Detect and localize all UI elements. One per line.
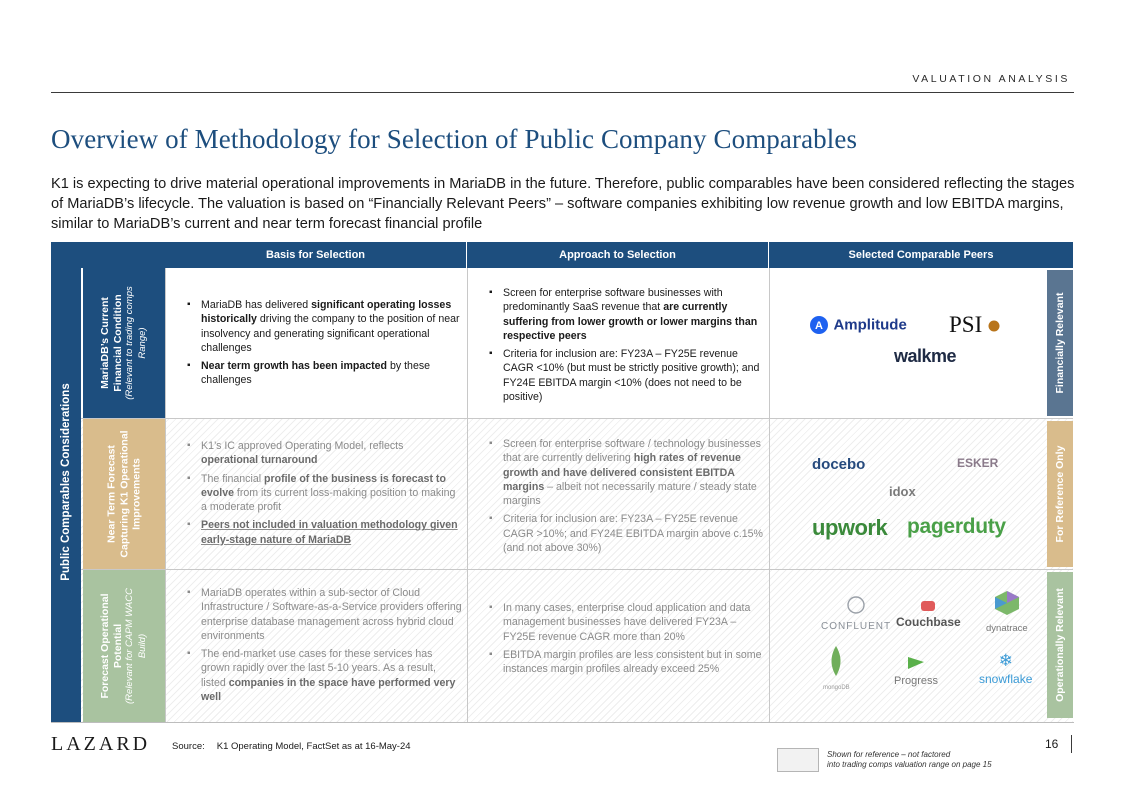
page-number-divider xyxy=(1071,735,1072,753)
row-label-subtitle: (Relevant to trading comps Range) xyxy=(124,286,148,400)
confluent-logo: CONFLUENT xyxy=(821,596,891,634)
psi-logo: PSI xyxy=(949,312,1000,338)
legend-swatch xyxy=(777,748,819,772)
row-label-subtitle: (Relevant for CAPM WACC Build) xyxy=(124,588,148,704)
table-header xyxy=(81,242,1073,268)
list-item: ▪ K1’s IC approved Operating Model, reflects operational turnaround xyxy=(187,439,462,468)
amplitude-logo: A Amplitude xyxy=(809,315,907,335)
list-item: ▪ EBITDA margin profiles are less consistent but in some instances margin profiles already exceed 25% xyxy=(489,648,767,677)
list-item: ▪ The end-market use cases for these services has grown rapidly over the last 5-10 years. As a result, listed companies in the space have performed very well xyxy=(187,647,462,704)
table-row-forecast-potential xyxy=(81,570,1073,722)
snowflake-icon: ❄ xyxy=(998,651,1013,670)
row-label-forecast-potential xyxy=(83,570,165,722)
column-divider xyxy=(769,268,770,722)
column-header-basis: Basis for Selection xyxy=(265,249,366,261)
basis-cell xyxy=(187,586,462,708)
docebo-logo: docebo xyxy=(812,456,866,473)
mongodb-logo: mongoDB xyxy=(823,646,850,694)
table-row-current-condition xyxy=(81,268,1073,418)
list-item: ▪ The financial profile of the business is forecast to evolve from its current loss-making position to making a moderate profit xyxy=(187,472,462,515)
list-item: ▪ Screen for enterprise software / technology businesses that are currently delivering high rates of revenue growth and have delivered consistent EBITDA margins – albeit not necessarily mature / steady state margins xyxy=(489,437,767,508)
column-divider xyxy=(467,268,468,722)
right-label-reference-only: For Reference Only xyxy=(1047,421,1073,567)
upwork-logo: upwork xyxy=(812,515,888,540)
svg-text:A: A xyxy=(815,320,823,332)
list-item: ▪ In many cases, enterprise cloud application and data management businesses have delivered FY23A – FY25E revenue CAGR more than 20% xyxy=(489,601,767,644)
row-label-title: MariaDB’s Current Financial Condition xyxy=(99,294,124,392)
column-header-peers: Selected Comparable Peers xyxy=(848,249,994,261)
list-item: ▪ Near term growth has been impacted by these challenges xyxy=(187,359,462,388)
table-row-near-term xyxy=(81,419,1073,569)
basis-cell xyxy=(187,298,462,392)
page-number: 16 xyxy=(1045,737,1059,751)
intro-paragraph: K1 is expecting to drive material operational improvements in MariaDB in the future. Therefore, public comparables have been considered reflecting the stages of MariaDB’s lifecycle. The valuation is based on “Financially Relevant Peers” – software companies exhibiting low revenue growth and low EBITDA margins, similar to MariaDB’s current and near term forecast financial profile xyxy=(51,176,1075,232)
list-item: ▪ Screen for enterprise software businesses with predominantly SaaS revenue that are currently suffering from lower growth or lower margins than respective peers xyxy=(489,286,767,343)
psi-icon xyxy=(988,320,1000,332)
page-title: Overview of Methodology for Selection of Public Company Comparables xyxy=(51,124,858,154)
list-item: ▪ Criteria for inclusion are: FY23A – FY25E revenue CAGR <10% (but must be strictly positive growth); and FY24E EBITDA margin <10% (does not need to be positive) xyxy=(489,347,767,404)
row-label-title: Forecast Operational Potential xyxy=(99,593,124,699)
list-item: ▪ MariaDB has delivered significant operating losses historically driving the company to the position of near insolvency and generating significant operational challenges xyxy=(187,298,462,355)
esker-logo: ESKER xyxy=(957,456,999,470)
progress-logo: Progress xyxy=(894,654,938,689)
legend-text: Shown for reference – not factored into trading comps valuation range on page 15 xyxy=(827,750,992,769)
dynatrace-icon xyxy=(994,590,1020,616)
list-item: ▪ MariaDB operates within a sub-sector of Cloud Infrastructure / Software-as-a-Service providers offering enterprise database management across hybrid cloud environments xyxy=(187,586,462,643)
side-strip xyxy=(51,242,81,722)
couchbase-logo: Couchbase xyxy=(896,600,961,631)
basis-cell xyxy=(187,439,462,551)
row-label-near-term xyxy=(83,419,165,569)
mongodb-icon xyxy=(828,646,844,676)
column-divider xyxy=(165,268,166,722)
progress-icon xyxy=(907,654,925,670)
right-label-financially-relevant: Financially Relevant xyxy=(1047,270,1073,416)
walkme-logo: walkme xyxy=(894,346,957,366)
brand-logo: LAZARD xyxy=(51,733,151,755)
approach-cell xyxy=(489,437,767,559)
amplitude-icon xyxy=(809,315,829,335)
confluent-icon xyxy=(847,596,865,614)
snowflake-logo: ❄ snowflake xyxy=(979,651,1033,686)
section-label: VALUATION ANALYSIS xyxy=(912,73,1070,85)
comparables-table xyxy=(51,242,1073,722)
pagerduty-logo: pagerduty xyxy=(907,515,1006,538)
couchbase-icon xyxy=(920,600,936,612)
row-label-title: Near Term Forecast Capturing K1 Operational Improvements xyxy=(105,430,143,558)
source-note: Source: K1 Operating Model, FactSet as at 16-May-24 xyxy=(172,741,411,752)
list-item: ▪ Peers not included in valuation methodology given early-stage nature of MariaDB xyxy=(187,518,462,547)
right-label-operationally-relevant: Operationally Relevant xyxy=(1047,572,1073,718)
top-rule xyxy=(51,92,1074,93)
list-item: ▪ Criteria for inclusion are: FY23A – FY25E revenue CAGR >10%; and FY24E EBITDA margin above c.15% (and not above 30%) xyxy=(489,512,767,555)
approach-cell xyxy=(489,601,767,680)
column-header-approach: Approach to Selection xyxy=(559,249,676,261)
side-strip-label: Public Comparables Considerations xyxy=(60,383,72,581)
approach-cell xyxy=(489,286,767,408)
row-label-current-condition xyxy=(83,268,165,418)
dynatrace-logo: dynatrace xyxy=(986,590,1028,636)
idox-logo: idox xyxy=(889,484,916,499)
footer-rule xyxy=(51,722,1074,723)
